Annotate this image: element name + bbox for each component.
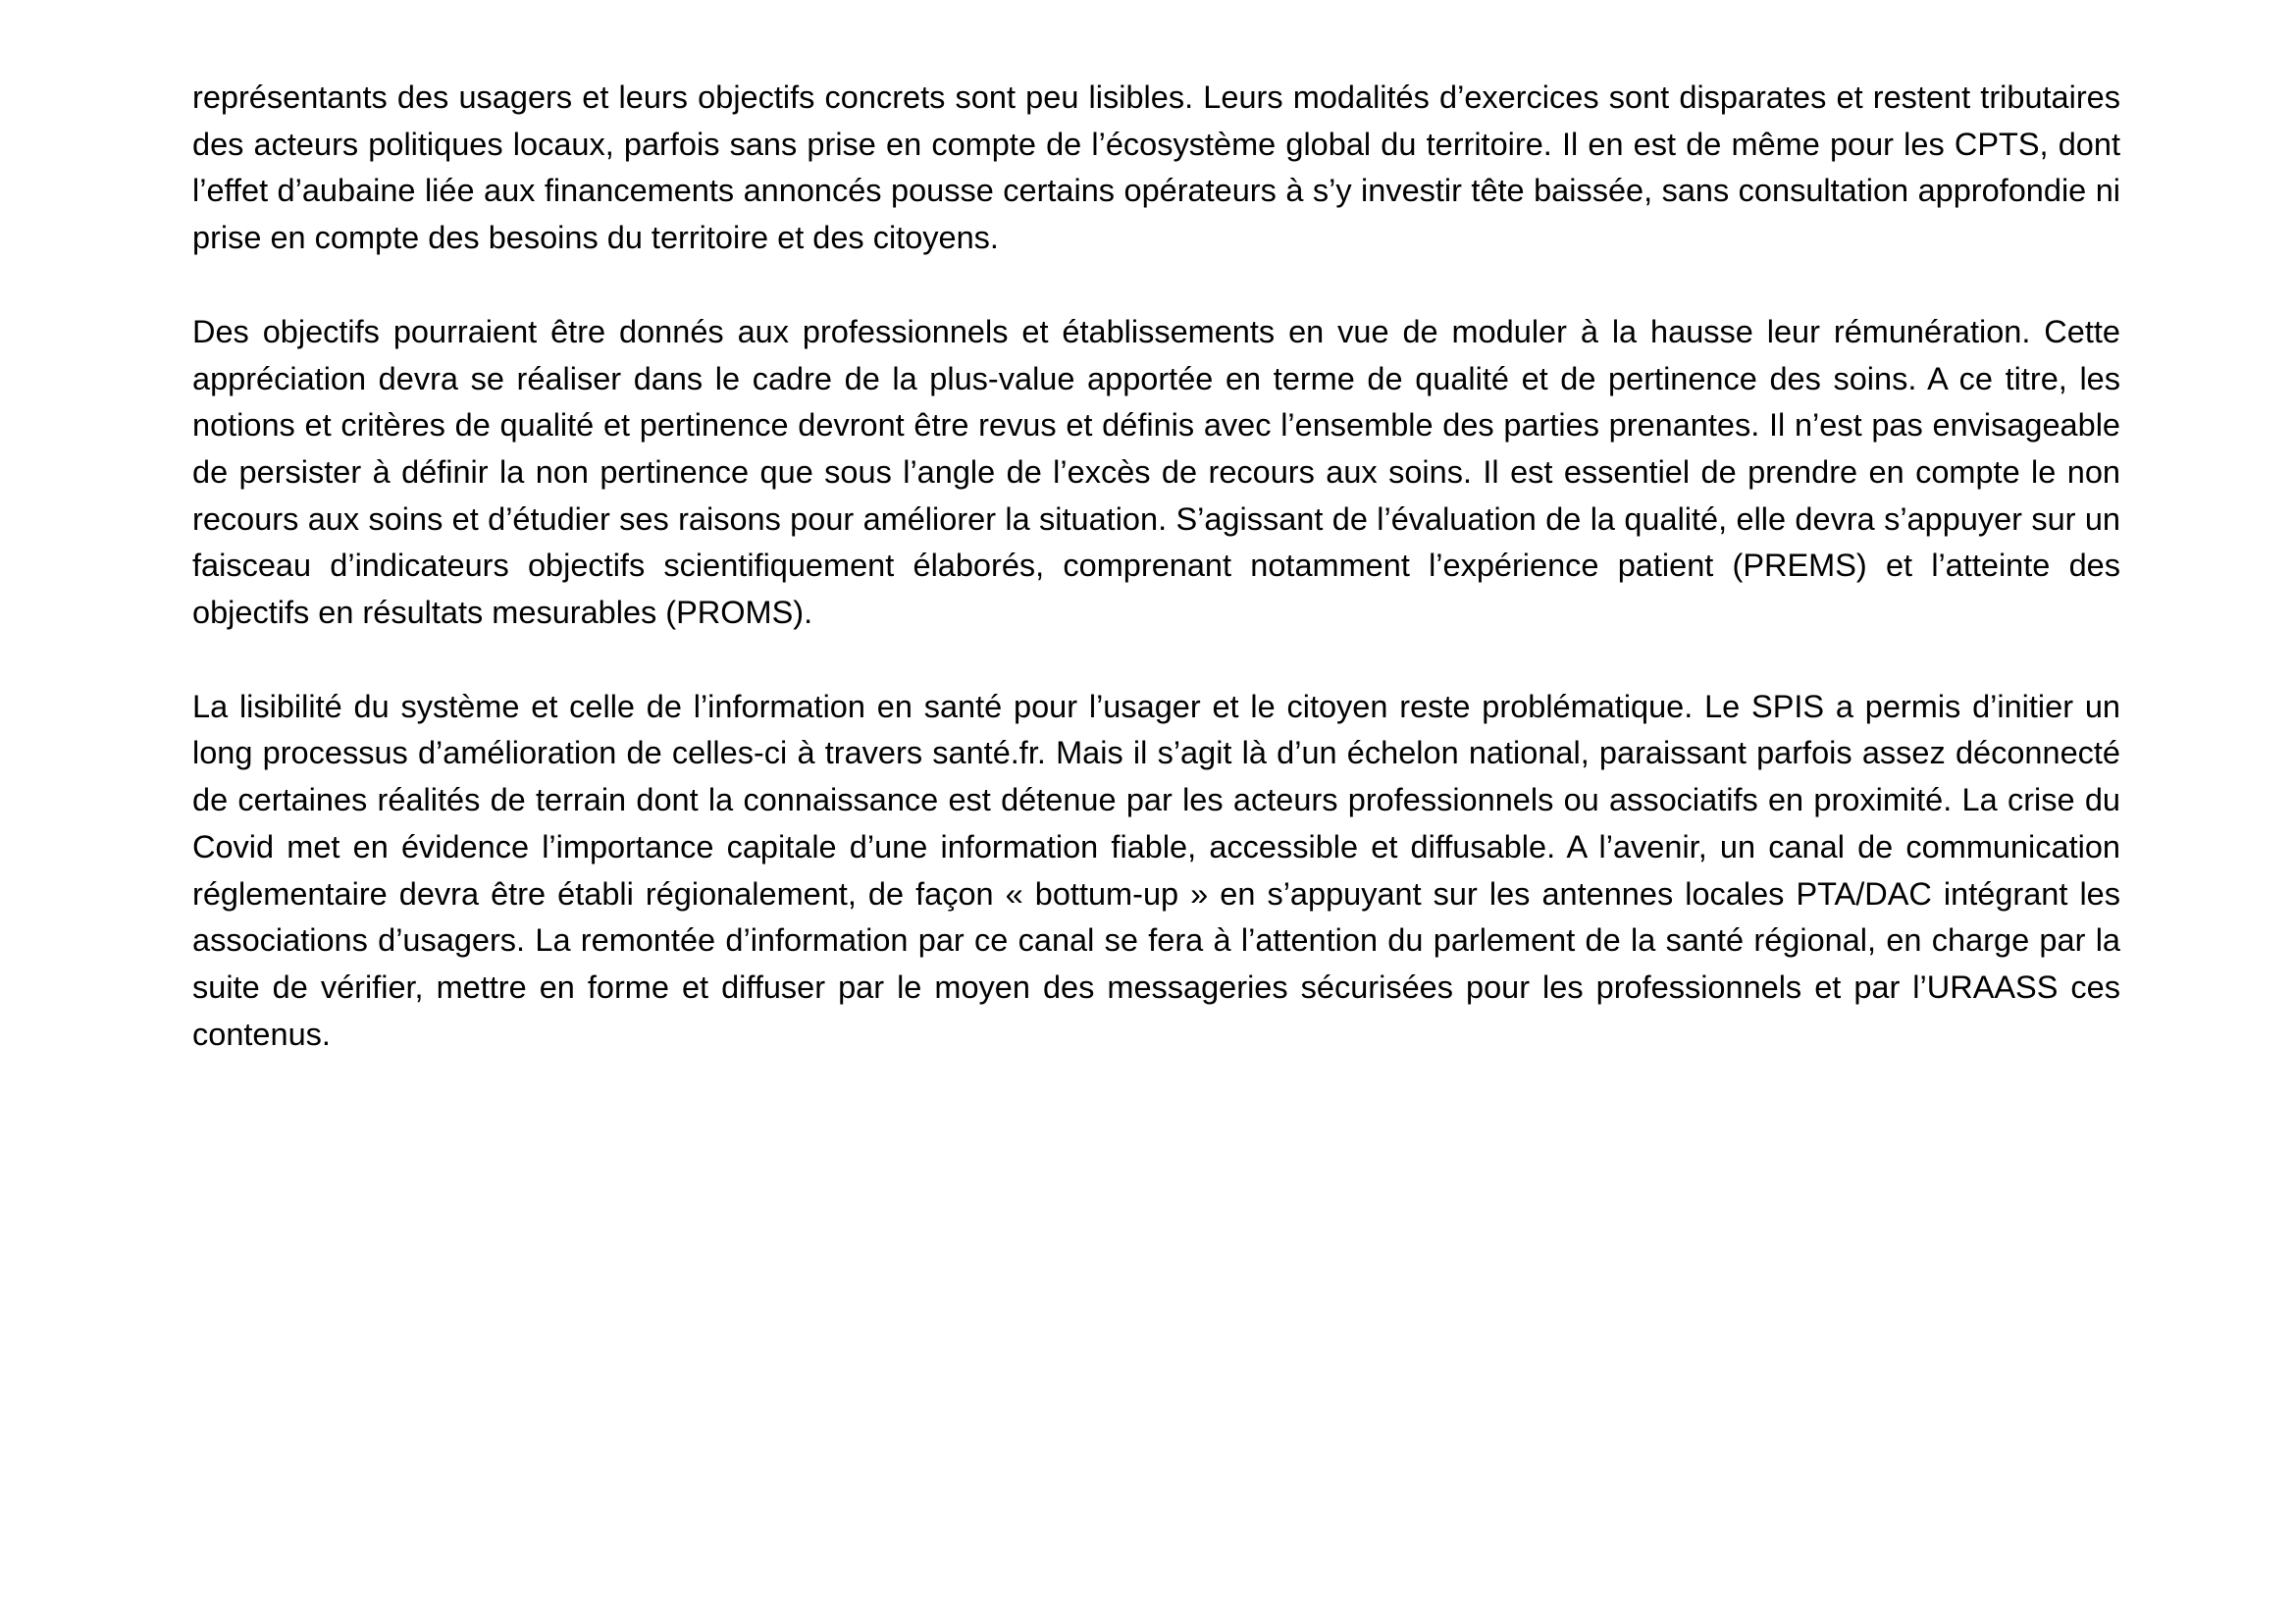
paragraph-3: La lisibilité du système et celle de l’information en santé pour l’usager et le citoyen reste problématique. Le SPIS a permis d’initier un long processus d’amélioration de celles-ci à travers santé.fr. Mais il s’agit là d’un échelon national, paraissant parfois assez déconnecté de certaines réalités de terrain dont la connaissance est détenue par les acteurs professionnels ou associatifs en proximité. La crise du Covid met en évidence l’importance capitale d’une information fiable, accessible et diffusable. A l’avenir, un canal de communication réglementaire devra être établi régionalement, de façon « bottum-up » en s’appuyant sur les antennes locales PTA/DAC intégrant les associations d’usagers. La remontée d’information par ce canal se fera à l’attention du parlement de la santé régional, en charge par la suite de vérifier, mettre en forme et diffuser par le moyen des messageries sécurisées pour les professionnels et par l’URAASS ces contenus.: [192, 688, 2120, 1052]
document-body: [192, 75, 2120, 1058]
paragraph-1: représentants des usagers et leurs objectifs concrets sont peu lisibles. Leurs modalités d’exercices sont disparates et restent tributaires des acteurs politiques locaux, parfois sans prise en compte de l’écosystème global du territoire. Il en est de même pour les CPTS, dont l’effet d’aubaine liée aux financements annoncés pousse certains opérateurs à s’y investir tête baissée, sans consultation approfondie ni prise en compte des besoins du territoire et des citoyens.: [192, 79, 2120, 256]
paragraph-2: Des objectifs pourraient être donnés aux professionnels et établissements en vue de moduler à la hausse leur rémunération. Cette appréciation devra se réaliser dans le cadre de la plus-value apportée en terme de qualité et de pertinence des soins. A ce titre, les notions et critères de qualité et pertinence devront être revus et définis avec l’ensemble des parties prenantes. Il n’est pas envisageable de persister à définir la non pertinence que sous l’angle de l’excès de recours aux soins. Il est essentiel de prendre en compte le non recours aux soins et d’étudier ses raisons pour améliorer la situation. S’agissant de l’évaluation de la qualité, elle devra s’appuyer sur un faisceau d’indicateurs objectifs scientifiquement élaborés, comprenant notamment l’expérience patient (PREMS) et l’atteinte des objectifs en résultats mesurables (PROMS).: [192, 313, 2120, 631]
